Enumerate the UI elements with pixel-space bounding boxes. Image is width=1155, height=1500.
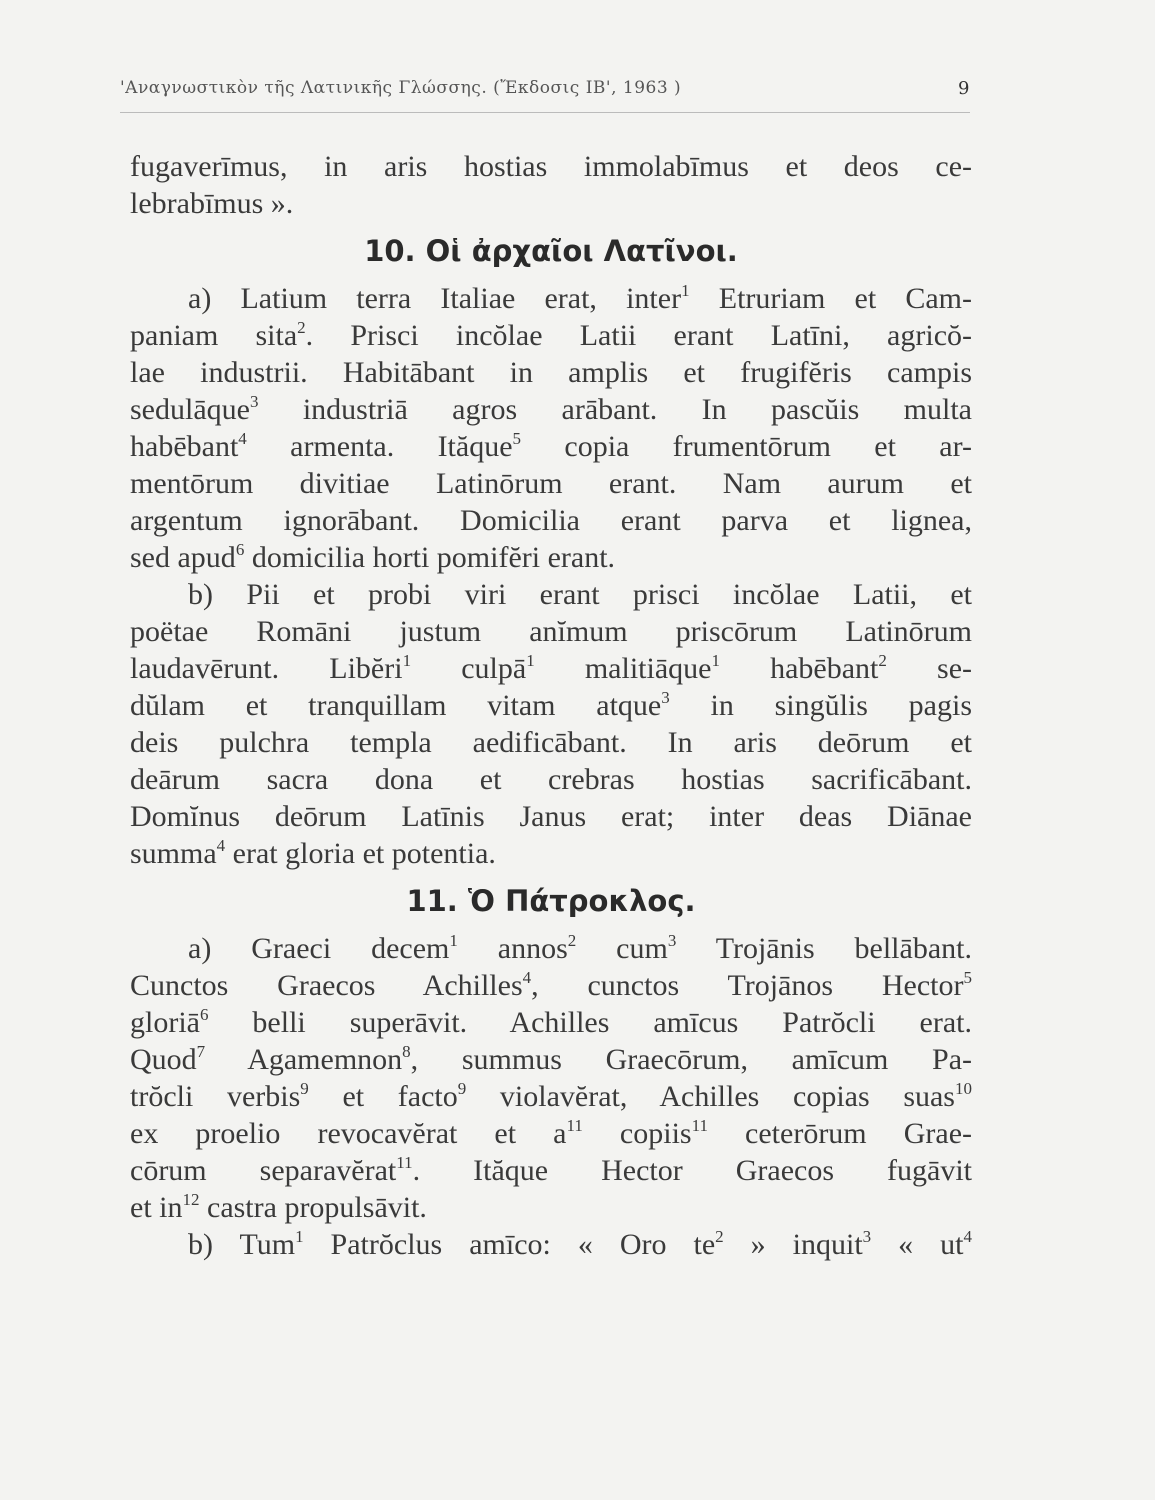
text-line: cōrum separavĕrat$^{11}$. Ităque Hector Graecos fugāvit xyxy=(130,1153,972,1187)
section-heading-11: 11. Ὁ Πάτροκλος. xyxy=(406,884,696,918)
text-line: deārum sacra dona et crebras hostias sacrificābant. xyxy=(130,763,972,796)
running-head xyxy=(120,78,970,98)
page-body xyxy=(130,148,972,1263)
text-line: b) Tum$^1$ Patrŏclus amīco: « Oro $te^2$ » inquit$^3$ « $ut^4$ xyxy=(188,1227,973,1261)
text-line: sed apud$^6$ domicilia horti pomifĕri erant. xyxy=(130,540,616,574)
text-line: Domĭnus deōrum Latīnis Janus erat; inter deas Diānae xyxy=(130,800,972,833)
text-line: habēbant$^4$ armenta. Ităque$^5$ copia frumentōrum et ar- xyxy=(130,429,972,463)
text-line: b) Pii et probi viri erant prisci incŏlae Latii, et xyxy=(188,578,972,611)
text-line: ex proelio revocavĕrat et $a^{11}$ copiis$^{11}$ ceterōrum Grae- xyxy=(130,1116,972,1150)
text-line: deis pulchra templa aedificābant. In aris deōrum et xyxy=(130,726,972,759)
page-number: 9 xyxy=(958,78,970,99)
text-line: lae industrii. Habitābant in amplis et frugifĕris campis xyxy=(130,356,972,389)
section-heading-10: 10. Οἱ ἀρχαῖοι Λατῖνοι. xyxy=(364,234,738,268)
text-line: paniam sita$^2$. Prisci incŏlae Latii erant Latīni, agricŏ- xyxy=(130,318,972,352)
text-line: fugaverīmus, in aris hostias immolabīmus et deos ce- xyxy=(130,150,972,183)
text-line: a) Graeci decem$^1$ annos$^2$ cum$^3$ Trojānis bellābant. xyxy=(188,931,972,965)
text-line: summa$^4$ erat gloria et potentia. xyxy=(130,836,496,870)
text-line: et $in^{12}$ castra propulsāvit. xyxy=(130,1190,427,1224)
text-line: a) Latium terra Italiae erat, inter$^1$ Etruriam et Cam- xyxy=(188,281,972,315)
text-line: dŭlam et tranquillam vitam atque$^3$ in singŭlis pagis xyxy=(130,688,973,722)
text-line: mentōrum divitiae Latinōrum erant. Nam aurum et xyxy=(130,467,972,500)
text-line: Quod$^7$ Agamemnon$^8$, summus Graecōrum, amīcum Pa- xyxy=(130,1042,972,1076)
running-title: 'Αναγνωστικὸν τῆς Λατινικῆς Γλώσσης. (Ἔκδοσις ΙΒ', 1963 ) xyxy=(120,78,682,98)
text-line: gloriā$^6$ belli superāvit. Achilles amīcus Patrŏcli erat. xyxy=(130,1005,972,1039)
text-line: Cunctos Graecos Achilles$^4$, cunctos Trojānos Hector$^5$ xyxy=(130,968,972,1002)
text-line: sedulāque$^3$ industriā agros arābant. In pascŭis multa xyxy=(130,392,972,426)
text-line: argentum ignorābant. Domicilia erant parva et lignea, xyxy=(130,504,972,537)
text-line: trŏcli verbis$^9$ et facto$^9$ violavĕrat, Achilles copias suas$^{10}$ xyxy=(130,1079,972,1113)
text-line: lebrabīmus ». xyxy=(130,187,294,220)
text-line: laudavērunt. Libĕri$^1$ culpā$^1$ malitiāque$^1$ habēbant$^2$ se- xyxy=(130,651,973,685)
text-line: poëtae Romāni justum anĭmum priscōrum Latinōrum xyxy=(130,615,972,648)
header-rule xyxy=(120,112,970,113)
